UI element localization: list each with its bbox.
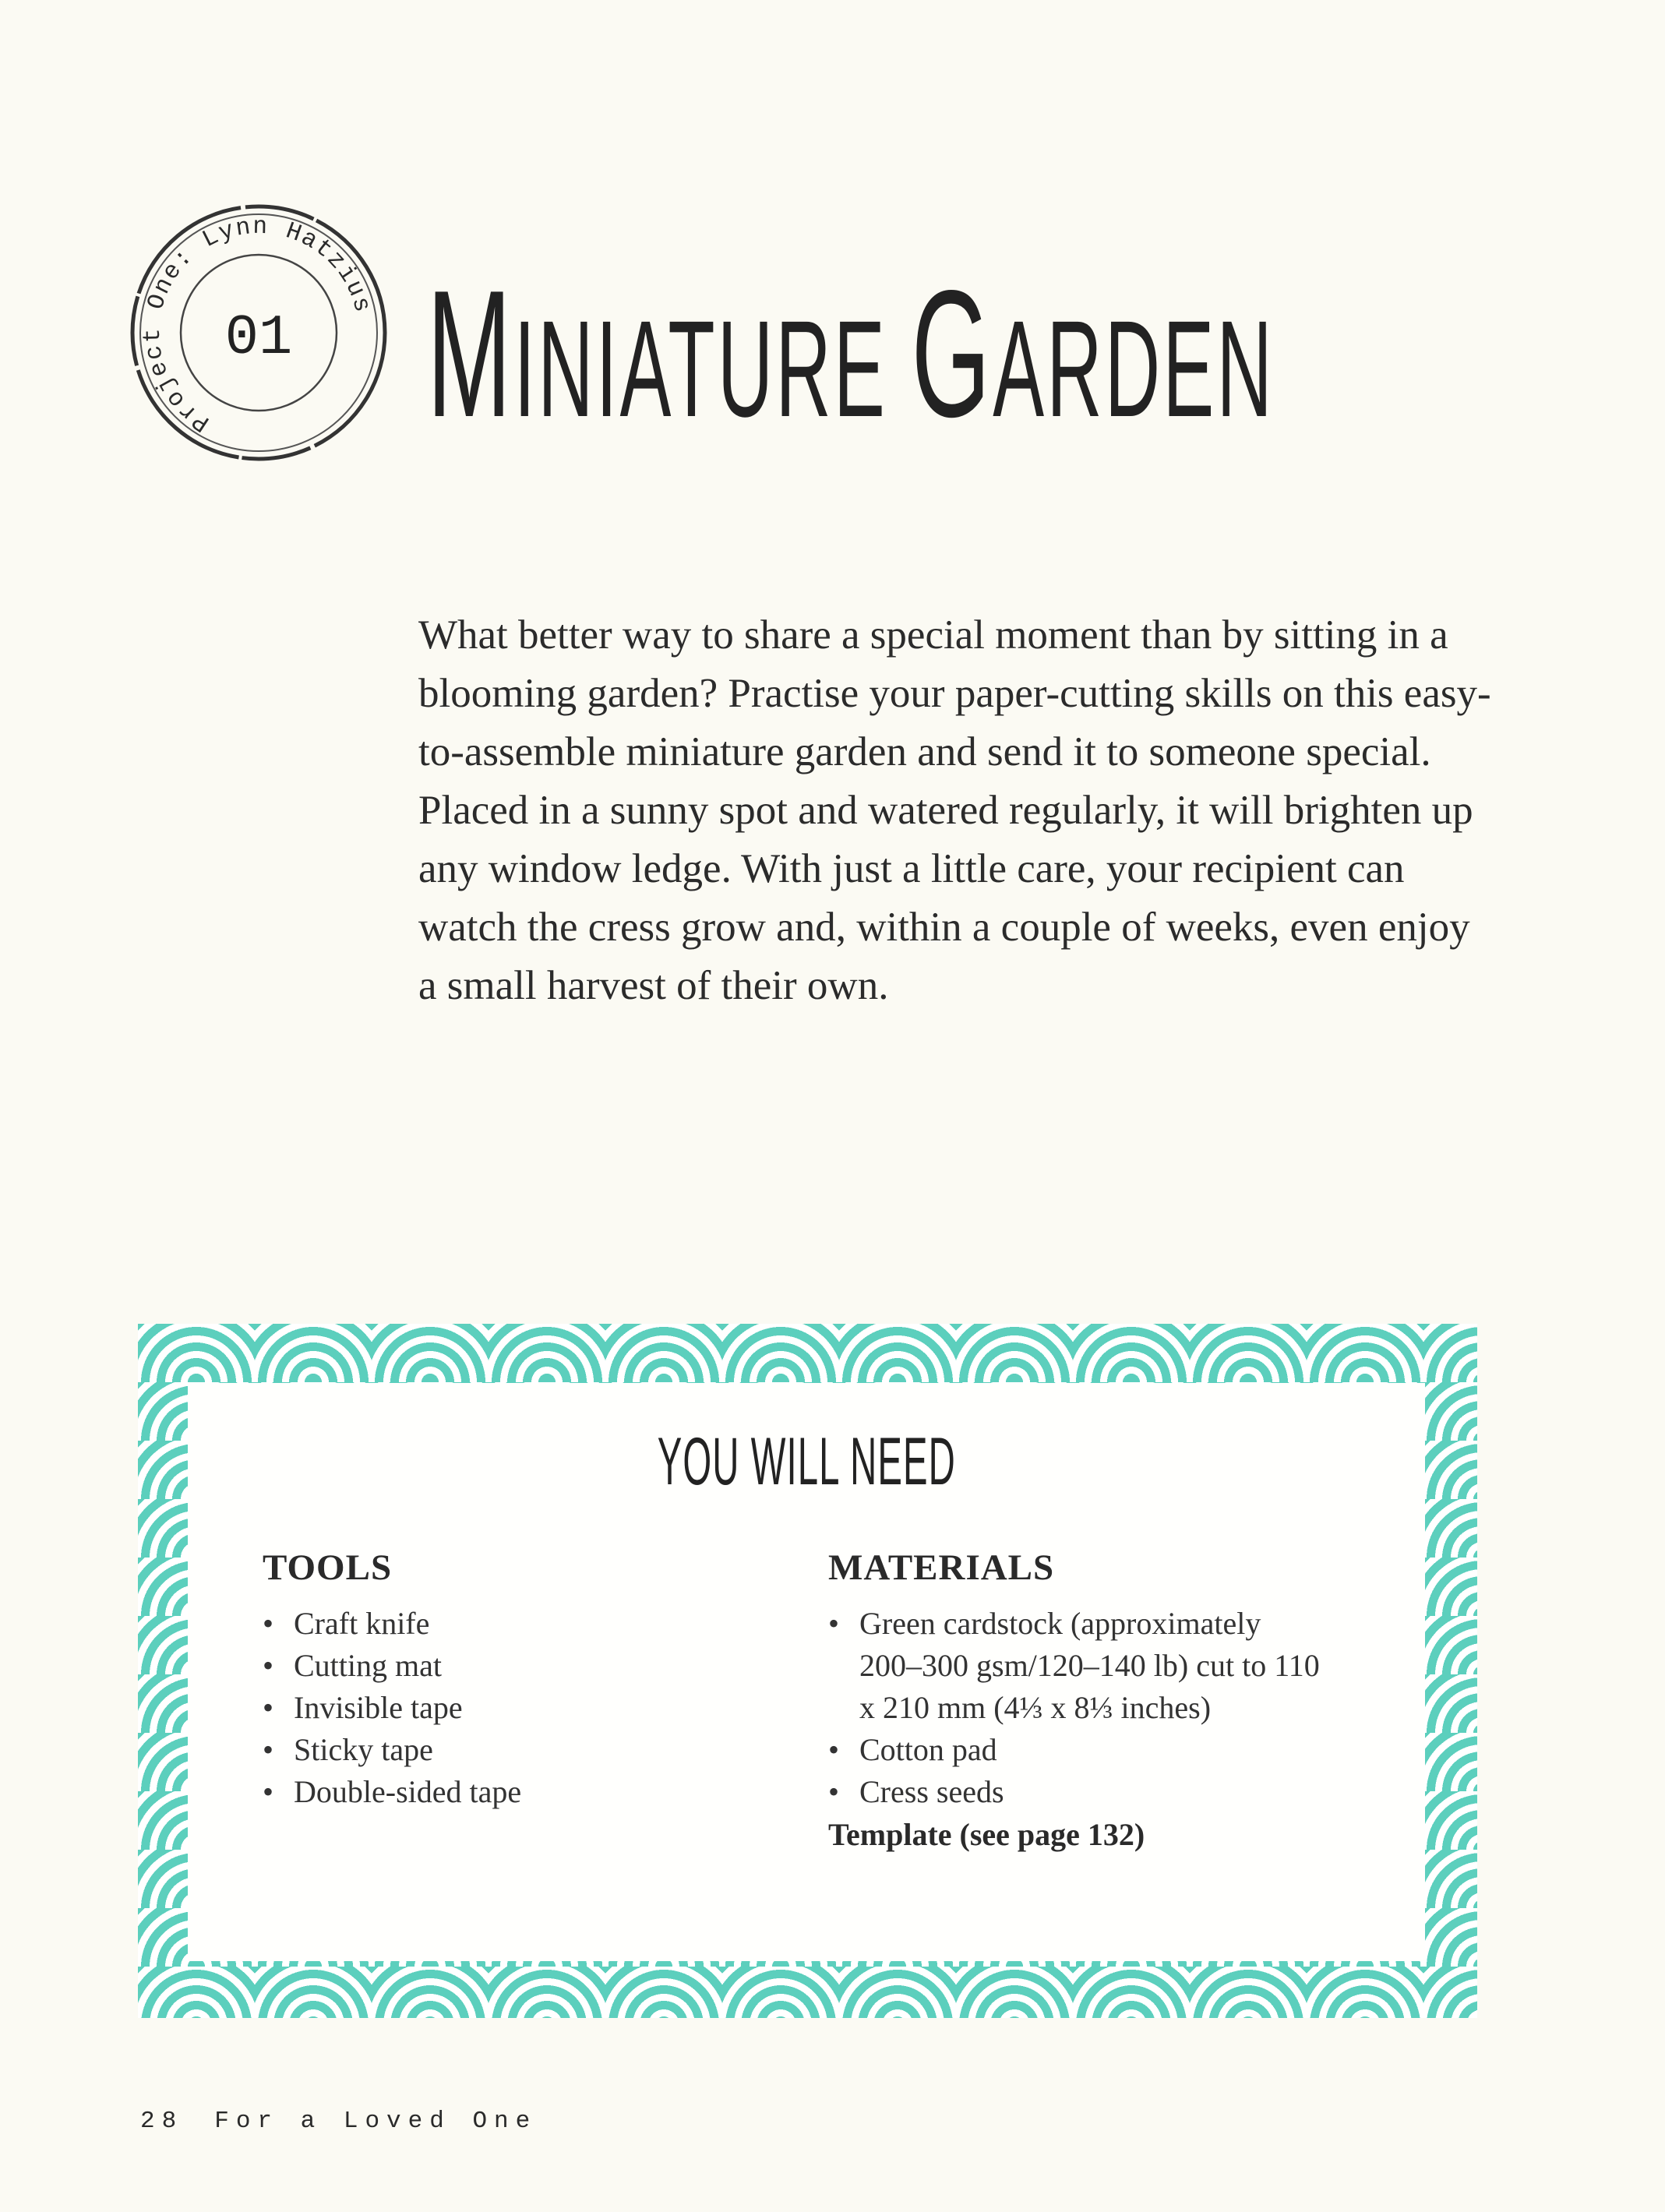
title-initial: M — [427, 253, 514, 456]
stamp-number: 01 — [224, 306, 293, 370]
section-title: For a Loved One — [214, 2108, 538, 2135]
list-item: • Craft knife — [263, 1606, 430, 1641]
list-item: • Invisible tape — [263, 1690, 463, 1725]
list-item: • Cotton pad — [828, 1732, 997, 1767]
title-word: INIATURE — [513, 293, 888, 446]
stamp-ring-text: Project One: Lynn Hatzius — [139, 213, 376, 437]
list-item: • Sticky tape — [263, 1732, 433, 1767]
template-note: Template (see page 132) — [828, 1817, 1145, 1852]
you-will-need-box — [138, 1324, 1477, 2018]
title-initial: G — [911, 253, 993, 456]
list-item: • Double-sided tape — [263, 1774, 522, 1809]
materials-column — [828, 1547, 1327, 1857]
title-word: ARDEN — [993, 293, 1275, 446]
project-stamp — [125, 199, 393, 467]
page-footer — [140, 2108, 537, 2135]
page-title — [427, 250, 1275, 456]
materials-heading: MATERIALS — [828, 1547, 1055, 1588]
list-item: • Cutting mat — [263, 1648, 442, 1683]
intro-paragraph: What better way to share a special moment than by sitting in a blooming garden? Practise your paper-cutting skills on this easy-to-assemble miniature garden and send it to someone special. Placed in a sunny spot and watered regularly, it will brighten up any window ledge. With just a little care, your recipient can watch the cress grow and, within a couple of weeks, even enjoy a small harvest of their own. — [418, 612, 1491, 1008]
page-number: 28 — [140, 2108, 184, 2135]
tools-heading: TOOLS — [263, 1547, 393, 1588]
list-item: • Green cardstock (approximately 200–300 gsm/120–140 lb) cut to 110 x 210 mm (4⅓ x 8⅓ inches) — [828, 1606, 1320, 1725]
you-will-need-heading: YOU WILL NEED — [657, 1424, 956, 1499]
tools-column — [263, 1547, 521, 1813]
list-item: • Cress seeds — [828, 1774, 1004, 1809]
you-will-need-panel — [188, 1383, 1425, 1961]
